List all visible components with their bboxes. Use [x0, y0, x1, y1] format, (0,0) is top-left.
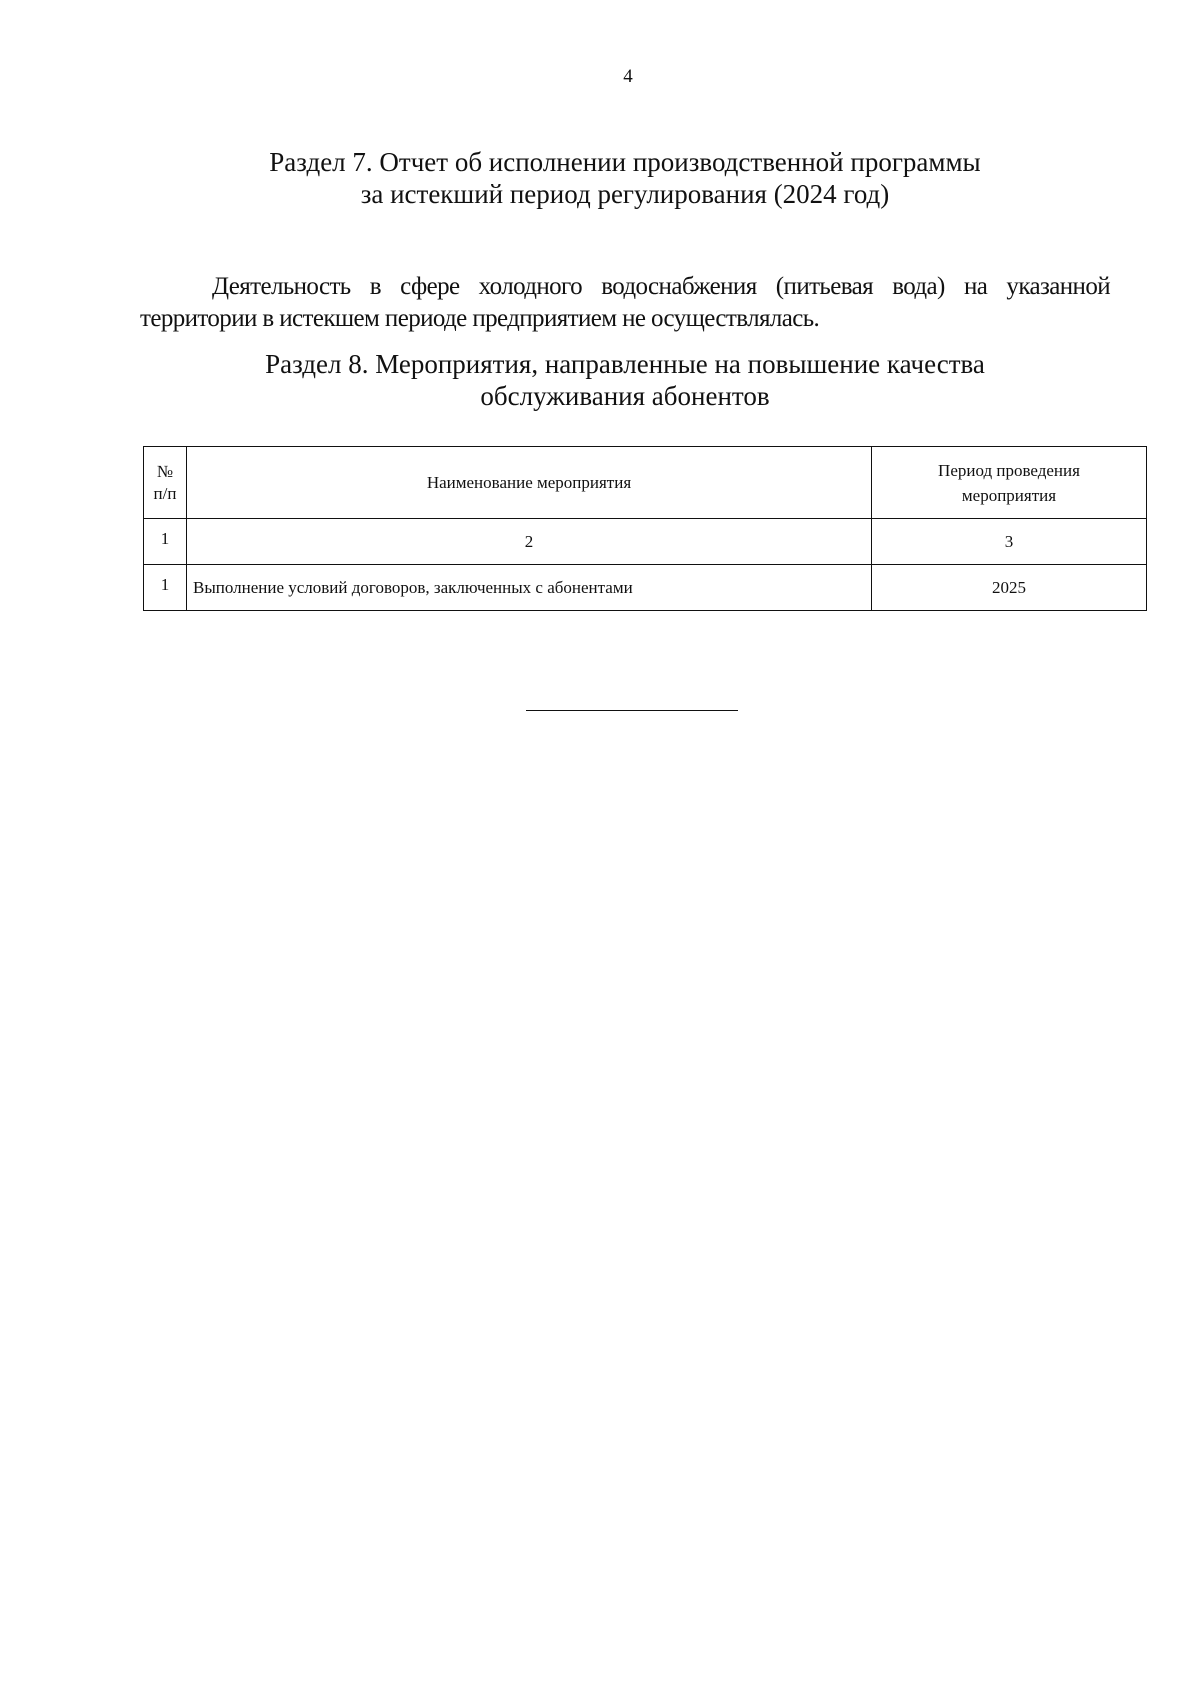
section7-paragraph: Деятельность в сфере холодного водоснабжения (питьевая вода) на указанной территории в истекшем периоде предприятием не осуществлялась. [140, 273, 1110, 332]
section8-title-line1: Раздел 8. Мероприятия, направленные на повышение качества [265, 349, 985, 379]
end-rule [526, 710, 738, 711]
table-index-row [144, 519, 1147, 565]
header-num [144, 447, 187, 519]
table-header-row [144, 447, 1147, 519]
header-name: Наименование мероприятия [187, 447, 872, 519]
header-num-line2: п/п [153, 483, 177, 503]
activities-table [143, 446, 1147, 611]
header-num-line1: № [156, 461, 174, 481]
page-number: 4 [623, 66, 633, 87]
row-num: 1 [144, 565, 187, 611]
row-name: Выполнение условий договоров, заключенных с абонентами [187, 565, 872, 611]
table-row [144, 565, 1147, 611]
header-period [872, 447, 1147, 519]
section8-title-line2: обслуживания абонентов [480, 381, 770, 411]
section7-title [200, 146, 1050, 210]
header-period-line1: Период проведения [938, 460, 1080, 480]
index-cell-2: 2 [187, 519, 872, 565]
index-cell-1: 1 [144, 519, 187, 565]
section8-title [200, 348, 1050, 412]
index-cell-3: 3 [872, 519, 1147, 565]
header-period-line2: мероприятия [961, 485, 1057, 505]
row-period: 2025 [872, 565, 1147, 611]
section7-title-line2: за истекший период регулирования (2024 год) [360, 179, 890, 209]
section7-title-line1: Раздел 7. Отчет об исполнении производственной программы [269, 147, 981, 177]
